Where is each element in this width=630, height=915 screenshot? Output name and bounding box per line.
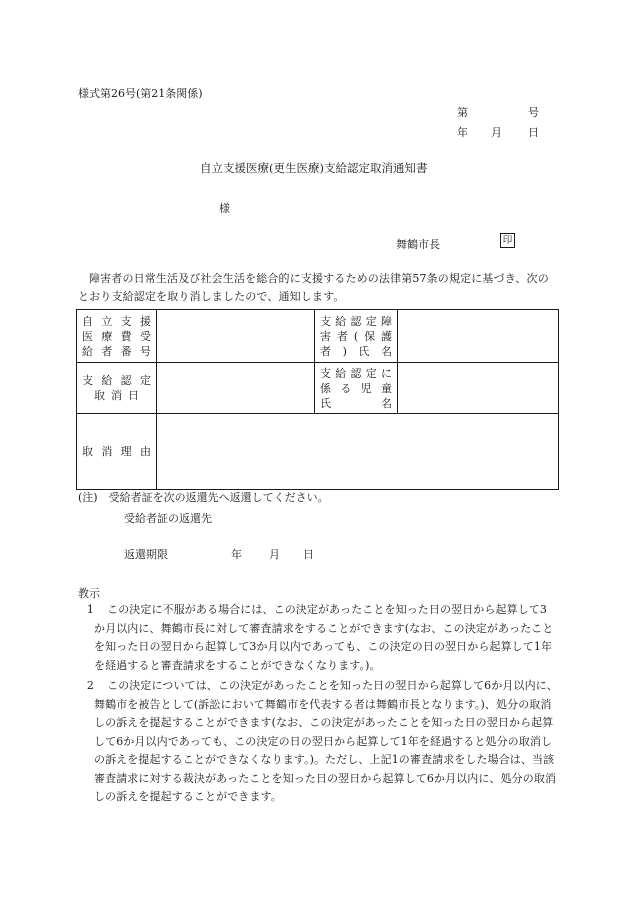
value-recipient-number[interactable] [157,310,315,363]
date-day-label: 日 [528,126,539,139]
instruction-item: 1 この決定に不服がある場合には、この決定があったことを知った日の翌日から起算して3か月以内に、舞鶴市長に対して審査請求をすることができます(なお、この決定があったことを知った日の翌日から起算して3か月以内であっても、この決定の日の翌日から起算して1年を経過すると審査請求をすることができなくなります。)。 [86,603,554,672]
form-number-label: 様式第26号(第21条関係) [78,87,203,100]
issuer-name: 舞鶴市長 [396,238,440,251]
deadline-day-label: 日 [303,548,314,561]
document-number-suffix: 号 [528,106,539,119]
addressee-suffix: 様 [219,202,230,215]
note-return-destination: 受給者証の返還先 [124,512,212,525]
label-recipient-number: 自立支援 医療費受 給者番号 [77,310,157,363]
deadline-month-label: 月 [269,548,280,561]
deadline-year-label: 年 [231,548,242,561]
table-row [77,363,559,414]
note-return-deadline: 返還期限 [124,548,168,561]
date-year-label: 年 [457,126,468,139]
value-cancellation-reason[interactable] [157,414,559,490]
document-title: 自立支援医療(更生医療)支給認定取消通知書 [200,161,428,175]
value-cancellation-date[interactable] [157,363,315,414]
value-child-name[interactable] [398,363,559,414]
seal-mark: 印 [500,233,515,248]
note-return-instruction: (注) 受給者証を次の返還先へ返還してください。 [78,491,329,504]
label-person-name: 支給認定障 害者(保護 者)氏名 [315,310,398,363]
label-child-name: 支給認定に 係る児童 氏名 [315,363,398,414]
instruction-heading: 教示 [78,587,100,600]
document-number-prefix: 第 [457,106,468,119]
value-person-name[interactable] [398,310,559,363]
label-cancellation-date: 支給認定 取消日 [77,363,157,414]
label-cancellation-reason: 取消理由 [77,414,157,490]
date-month-label: 月 [491,126,502,139]
table-row [77,414,559,490]
table-row [77,310,559,363]
instruction-item: 2 この決定については、この決定があったことを知った日の翌日から起算して6か月以内に、舞鶴市を被告として(訴訟において舞鶴市を代表する者は舞鶴市長となります。)、処分の取消しの訴えを提起することができます(なお、この決定があったことを知った日の翌日から起算して6か月以内であっても、この決定の日の翌日から起算して1年を経過すると処分の取消しの訴えを提起することができなくなります。)。ただし、上記1の審査請求をした場合は、当該審査請求に対する裁決があったことを知った日の翌日から起算して6か月以内に、処分の取消しの訴えを提起することができます。 [86,679,558,803]
body-paragraph: 障害者の日常生活及び社会生活を総合的に支援するための法律第57条の規定に基づき、次のとおり支給認定を取り消しましたので、通知します。 [78,272,549,303]
certification-table [76,309,559,490]
